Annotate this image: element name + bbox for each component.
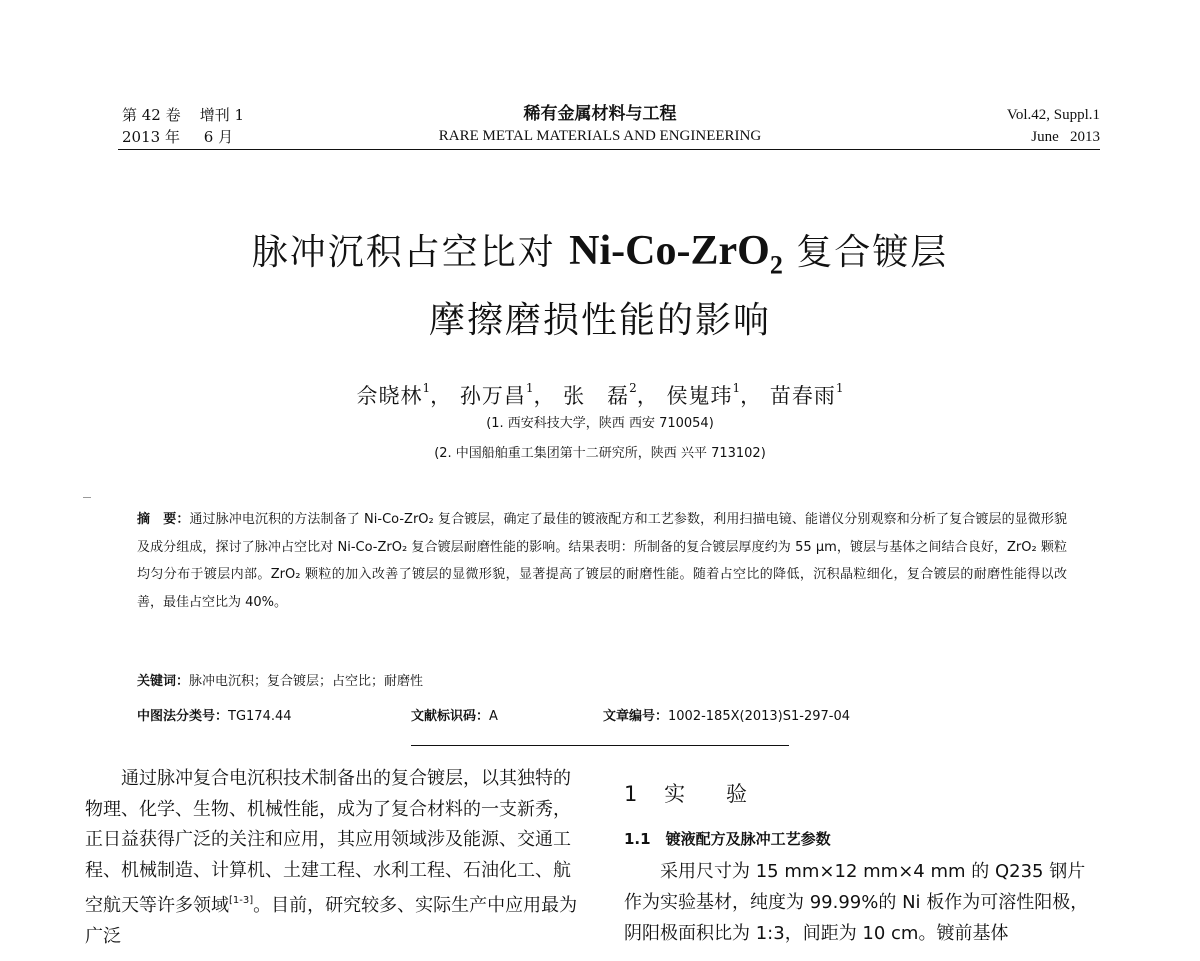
margin-mark (83, 497, 91, 498)
author-affiliation-mark: 2 (629, 381, 637, 395)
body-column-left (85, 764, 581, 952)
keywords-text: 脉冲电沉积；复合镀层；占空比；耐磨性 (189, 674, 424, 689)
author-affiliation-mark: 1 (525, 381, 534, 395)
doc-code-value: A (489, 709, 498, 724)
author-separator: ， (636, 384, 659, 408)
doc-code-label: 文献标识码： (411, 709, 490, 724)
title-prefix: 脉冲沉积占空比对 (251, 232, 570, 273)
article-number-value: 1002-185X(2013)S1-297-04 (668, 709, 850, 724)
intro-text-tail: 。目前，研究较多、实际生产中应用最为广泛 (85, 895, 578, 947)
abstract (137, 506, 1067, 616)
section-title: 实 验 (664, 782, 758, 806)
author-affiliation-mark: 1 (732, 381, 741, 395)
affiliation-1: (1. 西安科技大学，陕西 西安 710054) (486, 416, 714, 431)
intro-paragraph (85, 764, 581, 952)
author-separator: ， (430, 384, 453, 408)
clc-number (137, 707, 292, 727)
volume-issue: 第 42 卷 增刊 1 (122, 106, 245, 124)
abstract-separator-rule (411, 745, 789, 746)
body-column-right (624, 856, 1102, 949)
clc-label: 中图法分类号： (137, 709, 229, 724)
author-separator: ， (740, 384, 763, 408)
article-number-label: 文章编号： (603, 709, 669, 724)
section-heading (624, 779, 757, 809)
journal-name-en: RARE METAL MATERIALS AND ENGINEERING (438, 128, 762, 144)
title-formula-sub: 2 (769, 250, 783, 280)
running-header-left (122, 104, 244, 148)
subsection-heading: 1.1 镀液配方及脉冲工艺参数 (624, 830, 831, 848)
author: 孙万昌 (459, 384, 526, 408)
date: June 2013 (1031, 129, 1100, 145)
author-affiliation-mark: 1 (835, 381, 844, 395)
journal-name-cn: 稀有金属材料与工程 (523, 104, 677, 124)
author-affiliation-mark: 1 (422, 381, 431, 395)
author: 侯嵬玮 (666, 384, 733, 408)
document-code (411, 707, 498, 727)
year-month: 2013 年 6 月 (122, 128, 234, 146)
author-list (200, 372, 1000, 412)
header-rule (118, 149, 1100, 150)
abstract-text: 通过脉冲电沉积的方法制备了 Ni-Co-ZrO₂ 复合镀层，确定了最佳的镀液配方和工艺参数，利用扫描电镜、能谱仪分别观察和分析了复合镀层的显微形貌及成分组成，探讨了脉冲占空比对 Ni-Co-ZrO₂ 复合镀层耐磨性能的影响。结果表明：所制备的复合镀层厚度约为 55 μm，镀层与基体之间结合良好，ZrO₂ 颗粒均匀分布于镀层内部。ZrO₂ 颗粒的加入改善了镀层的显微形貌，显著提高了镀层的耐磨性能。随着占空比的降低，沉积晶粒细化，复合镀层的耐磨性能得以改善，最佳占空比为 40%。 (137, 512, 1067, 610)
title-line-1 (100, 223, 1100, 293)
journal-name (300, 103, 900, 147)
author: 佘晓林 (356, 384, 423, 408)
running-header-right (1007, 104, 1100, 148)
title-line-2: 摩擦磨损性能的影响 (428, 300, 771, 342)
section-number: 1 (624, 782, 648, 806)
author: 张 磊 (563, 384, 630, 408)
affiliation-2: (2. 中国船舶重工集团第十二研究所，陕西 兴平 713102) (434, 446, 766, 461)
title-formula-text: Ni-Co-ZrO (569, 228, 770, 274)
author: 苗春雨 (769, 384, 836, 408)
experiment-paragraph: 采用尺寸为 15 mm×12 mm×4 mm 的 Q235 钢片作为实验基材，纯度为 99.99%的 Ni 板作为可溶性阳极，阴阳极面积比为 1:3，间距为 10 cm。镀前基体 (624, 861, 1089, 944)
title-formula (569, 228, 783, 280)
intro-text: 通过脉冲复合电沉积技术制备出的复合镀层，以其独特的物理、化学、生物、机械性能，成为了复合材料的一支新秀，正日益获得广泛的关注和应用，其应用领域涉及能源、交通工程、机械制造、计算机、土建工程、水利工程、石油化工、航空航天等许多领域 (85, 768, 571, 916)
volume-suppl: Vol.42, Suppl.1 (1006, 107, 1100, 123)
title-suffix: 复合镀层 (782, 232, 949, 273)
keywords (137, 671, 423, 693)
citation: [1-3] (229, 895, 254, 906)
author-separator: ， (533, 384, 556, 408)
keywords-label: 关键词： (137, 674, 190, 689)
clc-value: TG174.44 (228, 709, 292, 724)
paper-title (100, 223, 1100, 349)
article-number (603, 707, 850, 727)
abstract-label: 摘 要： (137, 512, 190, 527)
